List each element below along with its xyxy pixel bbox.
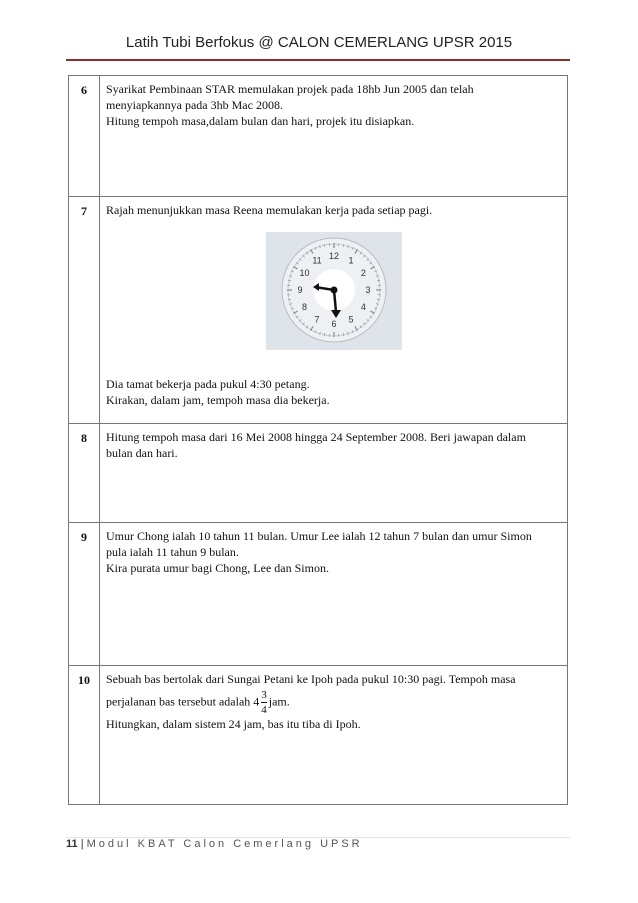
fraction-numerator: 3 [261, 689, 267, 701]
clock-numeral: 4 [360, 302, 366, 312]
question-text: Hitung tempoh masa,dalam bulan dan hari, projek itu disiapkan. [106, 114, 415, 128]
header-rule [66, 59, 570, 61]
question-row-9 [69, 523, 568, 666]
page-number: 11 [66, 838, 78, 850]
clock-icon [266, 232, 402, 350]
fraction [261, 689, 267, 716]
question-text: Kira purata umur bagi Chong, Lee dan Simon. [106, 561, 329, 575]
footer-separator: | [80, 838, 84, 850]
question-body [100, 523, 568, 666]
question-text: perjalanan bas tersebut adalah 4 [106, 694, 260, 709]
clock-numeral: 7 [313, 314, 320, 325]
question-number: 9 [69, 523, 100, 666]
clock-numeral: 10 [299, 268, 310, 278]
question-text: Umur Chong ialah 10 tahun 11 bulan. Umur Lee ialah 12 tahun 7 bulan dan umur Simon [106, 529, 532, 543]
question-text: Syarikat Pembinaan STAR memulakan projek pada 18hb Jun 2005 dan telah [106, 82, 474, 96]
page-footer [66, 837, 570, 850]
question-body [100, 666, 568, 805]
clock-numeral: 5 [347, 314, 354, 325]
question-text: jam. [268, 694, 290, 709]
clock-numeral: 12 [328, 251, 339, 261]
question-body [100, 424, 568, 523]
question-number: 8 [69, 424, 100, 523]
question-row-6 [69, 76, 568, 197]
clock-numeral: 2 [360, 268, 366, 278]
question-text: menyiapkannya pada 3hb Mac 2008. [106, 98, 283, 112]
question-text: pula ialah 11 tahun 9 bulan. [106, 545, 239, 559]
question-body [100, 76, 568, 197]
question-number: 6 [69, 76, 100, 197]
question-text: Hitungkan, dalam sistem 24 jam, bas itu tiba di Ipoh. [106, 717, 361, 731]
clock-numeral: 9 [296, 285, 303, 295]
question-text: Sebuah bas bertolak dari Sungai Petani ke Ipoh pada pukul 10:30 pagi. Tempoh masa [106, 672, 516, 686]
question-row-7 [69, 197, 568, 424]
clock-numeral: 8 [301, 302, 307, 312]
fraction-bar [261, 702, 267, 703]
question-number: 7 [69, 197, 100, 424]
question-row-10 [69, 666, 568, 805]
fraction-denominator: 4 [261, 704, 267, 716]
question-text: Rajah menunjukkan masa Reena memulakan kerja pada setiap pagi. [106, 203, 433, 217]
question-text: bulan dan hari. [106, 446, 178, 460]
footer-text: Modul KBAT Calon Cemerlang UPSR [86, 838, 363, 850]
page-header-title: Latih Tubi Berfokus @ CALON CEMERLANG UPSR 2015 [125, 34, 513, 51]
clock-image [266, 232, 402, 350]
clock-numeral: 11 [311, 255, 322, 266]
question-table [68, 75, 568, 805]
question-number: 10 [69, 666, 100, 805]
question-text: Kirakan, dalam jam, tempoh masa dia bekerja. [106, 393, 330, 407]
question-text-with-fraction [106, 689, 561, 716]
question-body [100, 197, 568, 424]
question-row-8 [69, 424, 568, 523]
clock-numeral: 1 [347, 255, 354, 266]
question-text: Hitung tempoh masa dari 16 Mei 2008 hingga 24 September 2008. Beri jawapan dalam [106, 430, 526, 444]
clock-numeral: 6 [330, 319, 337, 329]
clock-numeral: 3 [364, 285, 371, 295]
question-text: Dia tamat bekerja pada pukul 4:30 petang. [106, 377, 310, 391]
